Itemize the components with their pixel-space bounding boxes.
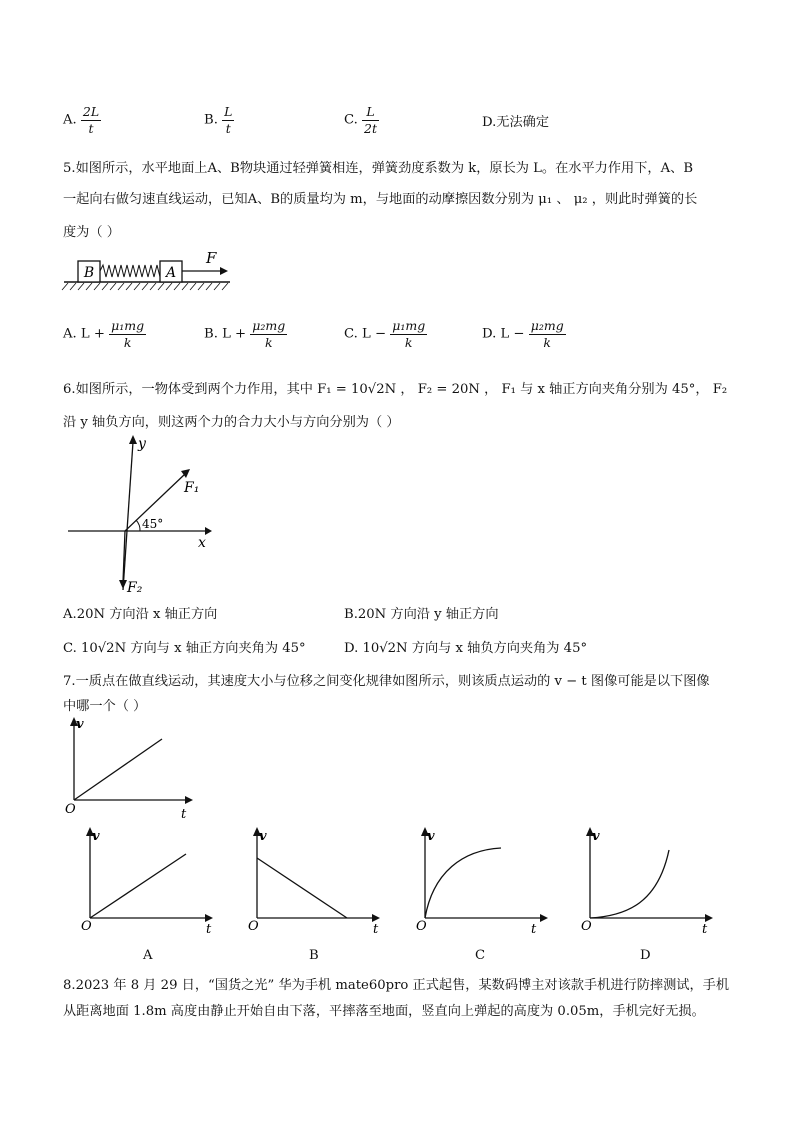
q4-b-denominator: t <box>225 120 231 136</box>
svg-text:v: v <box>92 829 100 844</box>
svg-text:O: O <box>416 919 427 934</box>
svg-text:O: O <box>65 802 76 817</box>
q5-spring-figure <box>60 248 235 294</box>
q5-text-line1: 5.如图所示，水平地面上A、B物块通过轻弹簧相连，弹簧劲度系数为 k，原长为 L。在水平力作用下，A、B <box>63 161 694 176</box>
q7-graph-a <box>78 822 218 938</box>
q4-option-b: B. $\frac{L}{t}$ <box>204 104 233 136</box>
q7-caption-b: B <box>309 948 319 963</box>
svg-text:v: v <box>592 829 600 844</box>
angle-label: 45° <box>142 517 164 531</box>
q7-main-line <box>74 739 162 800</box>
svg-text:O: O <box>81 919 92 934</box>
force-label: F <box>206 249 217 267</box>
y-axis-label: y <box>138 436 146 452</box>
q5-option-c: C. L − $\frac{\text{μ₁mg}}{k}$ <box>344 318 426 350</box>
q4-c-denominator: 2t <box>364 120 377 136</box>
q6-force-figure <box>64 432 214 600</box>
q7-text-line1: 7.一质点在做直线运动，其速度大小与位移之间变化规律如图所示，则该质点运动的 v − t 图像可能是以下图像 <box>63 674 710 689</box>
q4-a-denominator: t <box>88 120 94 136</box>
q7-caption-a: A <box>143 948 153 963</box>
q4-c-numerator: L <box>362 104 379 121</box>
q5-option-a: A. L + $\frac{\text{μ₁mg}}{k}$ <box>63 318 145 350</box>
f2-label: F₂ <box>127 580 143 596</box>
svg-text:t: t <box>181 807 187 820</box>
svg-text:v: v <box>427 829 435 844</box>
q7-graph-c <box>413 822 553 938</box>
q6-option-c: C. 10√2N 方向与 x 轴正方向夹角为 45° <box>63 641 306 656</box>
q6-option-a: A.20N 方向沿 x 轴正方向 <box>63 607 218 622</box>
q7-main-graph <box>62 714 194 820</box>
q5-option-d: D. L − $\frac{\text{μ₂mg}}{k}$ <box>482 318 564 350</box>
svg-text:t: t <box>206 922 212 937</box>
q7-graph-d <box>578 822 718 938</box>
q6-option-b: B.20N 方向沿 y 轴正方向 <box>344 607 499 622</box>
svg-text:O: O <box>248 919 259 934</box>
block-a-label: A <box>165 265 177 281</box>
q5-text-line2: 一起向右做匀速直线运动，已知A、B的质量均为 m，与地面的动摩擦因数分别为 μ₁ 、 μ₂ ，则此时弹簧的长 <box>63 192 698 207</box>
q7-caption-c: C <box>475 948 486 963</box>
q6-option-d: D. 10√2N 方向与 x 轴负方向夹角为 45° <box>344 641 588 656</box>
q8-text-line1: 8.2023 年 8 月 29 日，“国货之光” 华为手机 mate60pro 正式起售，某数码博主对该款手机进行防摔测试，手机 <box>63 978 730 993</box>
svg-text:t: t <box>373 922 379 937</box>
q5-option-b: B. L + $\frac{\text{μ₂mg}}{k}$ <box>204 318 286 350</box>
x-axis-label: x <box>198 535 206 551</box>
q7-caption-d: D <box>640 948 651 963</box>
block-b-label: B <box>83 265 95 281</box>
q4-option-a: A. $\frac{2L}{t}$ <box>63 104 100 136</box>
f1-label: F₁ <box>184 480 200 496</box>
spring <box>100 265 163 277</box>
svg-text:v: v <box>76 717 84 732</box>
q6-text-line2: 沿 y 轴负方向，则这两个力的合力大小与方向分别为（ ） <box>63 415 400 430</box>
q4-option-d: D.无法确定 <box>482 115 550 130</box>
q4-b-numerator: L <box>224 104 233 119</box>
q4-option-c: C. $\frac{L}{2t}$ <box>344 104 377 136</box>
q7-graph-b <box>245 822 385 938</box>
q5-text-line3: 度为（ ） <box>63 225 120 240</box>
svg-text:v: v <box>259 829 267 844</box>
q6-text-line1: 6.如图所示，一物体受到两个力作用，其中 F₁ = 10√2N ， F₂ = 20N ， F₁ 与 x 轴正方向夹角分别为 45°， F₂ <box>63 382 728 397</box>
q8-text-line2: 从距离地面 1.8m 高度由静止开始自由下落，平摔落至地面，竖直向上弹起的高度为 0.05m，手机完好无损。 <box>63 1004 705 1019</box>
y-axis <box>123 442 133 590</box>
q7-text-line2: 中哪一个（ ） <box>63 699 147 714</box>
svg-text:t: t <box>531 922 537 937</box>
q4-a-numerator: 2L <box>82 104 100 119</box>
svg-text:O: O <box>581 919 592 934</box>
svg-text:t: t <box>702 922 708 937</box>
